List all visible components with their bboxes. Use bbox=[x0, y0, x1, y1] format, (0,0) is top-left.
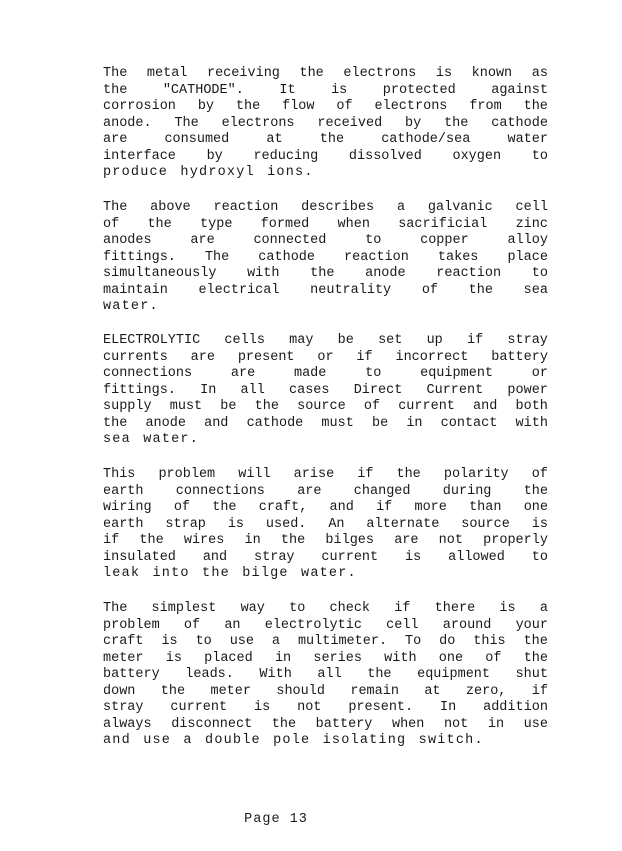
text-line: currents are present or if incorrect battery bbox=[103, 349, 548, 365]
text-line: anode. The electrons received by the cathode bbox=[103, 115, 548, 131]
text-line: the "CATHODE". It is protected against bbox=[103, 82, 548, 98]
text-line: the anode and cathode must be in contact with bbox=[103, 415, 548, 431]
text-line: The above reaction describes a galvanic cell bbox=[103, 200, 548, 215]
text-line: leak into the bilge water. bbox=[103, 566, 357, 581]
paragraph-polarity-problem bbox=[103, 467, 548, 583]
text-line: craft is to use a multimeter. To do this the bbox=[103, 634, 548, 649]
text-line: fittings. The cathode reaction takes place bbox=[103, 249, 548, 265]
text-line: if the wires in the bilges are not properly bbox=[103, 533, 548, 548]
text-line: battery leads. With all the equipment shut bbox=[103, 667, 548, 682]
text-line: stray current is not present. In addition bbox=[103, 700, 548, 715]
text-line: sea water. bbox=[103, 432, 200, 447]
text-line: corrosion by the flow of electrons from the bbox=[103, 99, 548, 114]
text-line: always disconnect the battery when not in use bbox=[103, 716, 548, 732]
text-line: wiring of the craft, and if more than one bbox=[103, 500, 548, 515]
text-line: produce hydroxyl ions. bbox=[103, 165, 314, 180]
text-line: of the type formed when sacrificial zinc bbox=[103, 216, 548, 232]
text-line: water. bbox=[103, 299, 159, 314]
text-line: This problem will arise if the polarity of bbox=[103, 467, 548, 482]
text-line: are consumed at the cathode/sea water bbox=[103, 132, 548, 147]
text-line: down the meter should remain at zero, if bbox=[103, 683, 548, 699]
text-line: simultaneously with the anode reaction to bbox=[103, 266, 548, 281]
text-line: maintain electrical neutrality of the sea bbox=[103, 282, 548, 298]
page-number: Page 13 bbox=[244, 812, 308, 827]
text-line: meter is placed in series with one of the bbox=[103, 650, 548, 666]
text-line: The metal receiving the electrons is known as bbox=[103, 66, 548, 81]
text-line: supply must be the source of current and both bbox=[103, 399, 548, 414]
text-line: The simplest way to check if there is a bbox=[103, 601, 548, 616]
paragraph-multimeter-check bbox=[103, 601, 548, 750]
text-line: anodes are connected to copper alloy bbox=[103, 233, 548, 248]
paragraph-electrolytic-cells bbox=[103, 333, 548, 449]
text-line: earth connections are changed during the bbox=[103, 483, 548, 499]
text-line: earth strap is used. An alternate source is bbox=[103, 516, 548, 532]
paragraph-galvanic-cell bbox=[103, 200, 548, 316]
text-line: problem of an electrolytic cell around your bbox=[103, 617, 548, 633]
text-line: ELECTROLYTIC cells may be set up if stray bbox=[103, 333, 548, 348]
paragraph-cathode bbox=[103, 66, 548, 182]
text-line: interface by reducing dissolved oxygen to bbox=[103, 148, 548, 164]
text-line: and use a double pole isolating switch. bbox=[103, 733, 484, 748]
text-line: connections are made to equipment or bbox=[103, 366, 548, 381]
text-line: fittings. In all cases Direct Current power bbox=[103, 382, 548, 398]
page-footer bbox=[0, 812, 622, 827]
text-line: insulated and stray current is allowed to bbox=[103, 549, 548, 565]
